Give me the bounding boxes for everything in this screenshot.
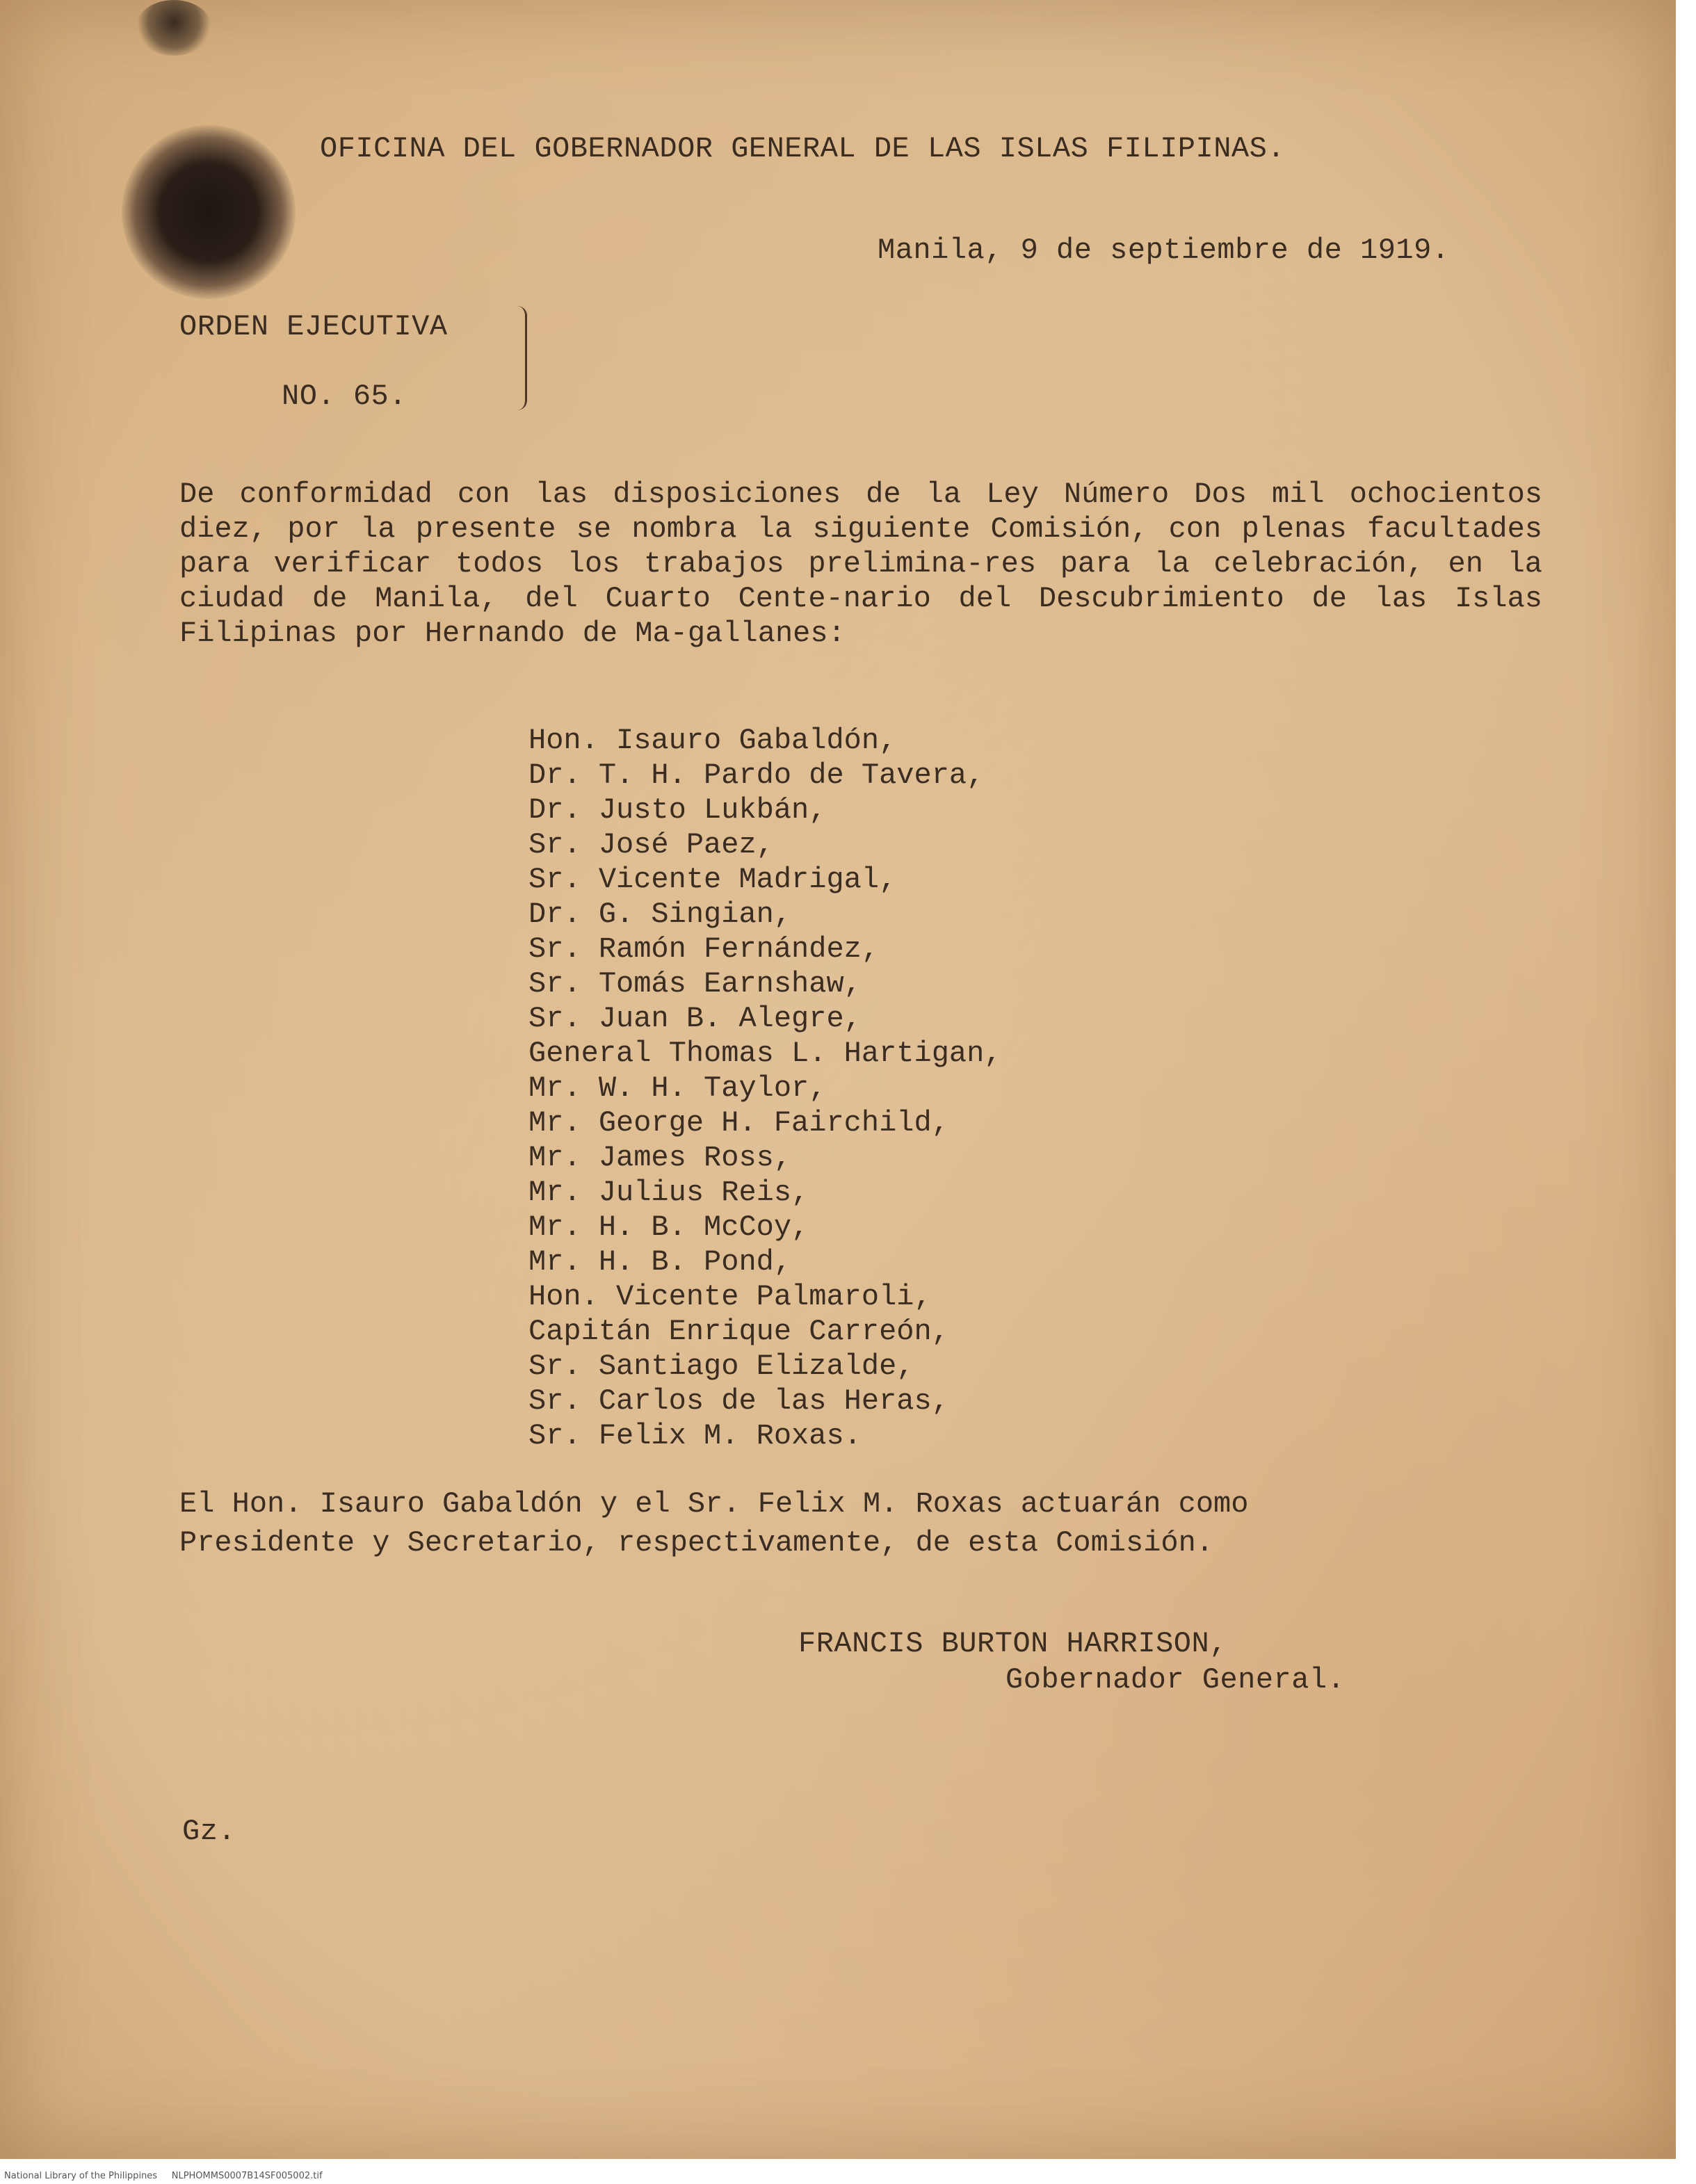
- order-number: NO. 65.: [282, 380, 407, 413]
- burn-mark: [122, 125, 296, 299]
- archive-footer: National Library of the Philippines NLPHOMMS0007B14SF005002.tif: [4, 2171, 323, 2181]
- list-item: Dr. Justo Lukbán,: [528, 793, 827, 827]
- list-item: General Thomas L. Hartigan,: [528, 1037, 1002, 1070]
- list-item: Sr. Juan B. Alegre,: [528, 1002, 862, 1035]
- list-item: Sr. Felix M. Roxas.: [528, 1419, 862, 1453]
- list-item: Mr. George H. Fairchild,: [528, 1106, 949, 1140]
- list-item: Hon. Isauro Gabaldón,: [528, 724, 897, 757]
- order-bracket: [511, 306, 527, 410]
- list-item: Hon. Vicente Palmaroli,: [528, 1280, 932, 1313]
- typist-initials: Gz.: [182, 1815, 236, 1848]
- list-item: Sr. Tomás Earnshaw,: [528, 967, 862, 1001]
- office-header: OFICINA DEL GOBERNADOR GENERAL DE LAS ISLAS FILIPINAS.: [320, 132, 1286, 165]
- list-item: Mr. H. B. Pond,: [528, 1245, 792, 1279]
- list-item: Dr. T. H. Pardo de Tavera,: [528, 759, 985, 792]
- document-date: Manila, 9 de septiembre de 1919.: [878, 234, 1450, 267]
- list-item: Sr. Carlos de las Heras,: [528, 1384, 949, 1418]
- list-item: Dr. G. Singian,: [528, 898, 792, 931]
- list-item: Mr. H. B. McCoy,: [528, 1211, 809, 1244]
- closing-paragraph: El Hon. Isauro Gabaldón y el Sr. Felix M. Roxas actuarán como Presidente y Secretario, respectivamente, de esta Comisión.: [179, 1487, 1249, 1560]
- list-item: Sr. José Paez,: [528, 828, 774, 862]
- list-item: Mr. James Ross,: [528, 1141, 792, 1174]
- list-item: Mr. W. H. Taylor,: [528, 1071, 827, 1105]
- list-item: Sr. Vicente Madrigal,: [528, 863, 897, 896]
- list-item: Mr. Julius Reis,: [528, 1176, 809, 1209]
- order-title: ORDEN EJECUTIVA: [179, 310, 448, 343]
- commission-members-list: [528, 723, 1002, 1453]
- body-paragraph: De conformidad con las disposiciones de la Ley Número Dos mil ochocientos diez, por la presente se nombra la siguiente Comisión, con plenas facultades para verificar todos los trabajos prelimina-res para la celebración, en la ciudad de Manila, del Cuarto Cente-nario del Descubrimiento de las Islas Filipinas por Hernando de Ma-gallanes:: [179, 478, 1542, 650]
- list-item: Sr. Ramón Fernández,: [528, 932, 880, 966]
- burn-mark-top: [136, 0, 212, 56]
- signature-title: Gobernador General.: [1006, 1663, 1346, 1697]
- list-item: Capitán Enrique Carreón,: [528, 1315, 949, 1348]
- signature-name: FRANCIS BURTON HARRISON,: [798, 1627, 1227, 1660]
- list-item: Sr. Santiago Elizalde,: [528, 1350, 914, 1383]
